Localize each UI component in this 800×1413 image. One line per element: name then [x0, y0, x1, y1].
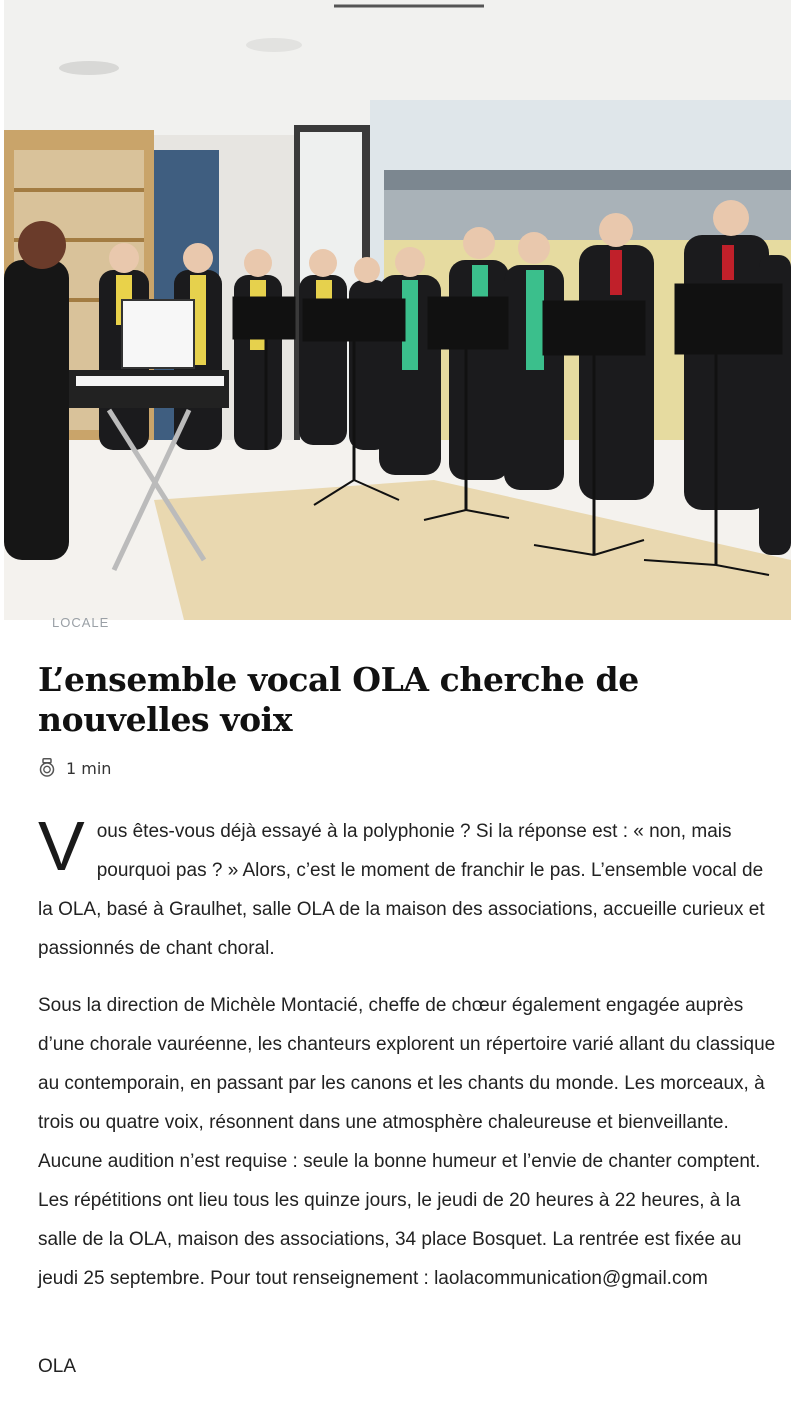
- paragraph-details: Sous la direction de Michèle Montacié, cheffe de chœur également engagée auprès d’une chorale vauréenne, les chanteurs explorent un répertoire varié allant du classique au contemporain, en passant par les canons et les chants du monde. Les morceaux, à trois ou quatre voix, résonnent dans une atmosphère chaleureuse et bienveillante. Aucune audition n’est requise : seule la bonne humeur et l’envie de chanter comptent. Les répétitions ont lieu tous les quinze jours, le jeudi de 20 heures à 22 heures, à la salle de la OLA, maison des associations, 34 place Bosquet. La rentrée est fixée au jeudi 25 septembre. Pour tout renseignement : laolacommunication@gmail.com: [38, 995, 776, 1289]
- article-title: L’ensemble vocal OLA cherche de nouvelles voix: [38, 660, 639, 739]
- read-time-label: 1 min: [66, 758, 112, 778]
- article-signature: OLA: [38, 1356, 77, 1377]
- choir-photo-illustration: [4, 0, 791, 620]
- article-body: [38, 807, 780, 1316]
- stopwatch-icon: [38, 758, 56, 778]
- paragraph-intro: [38, 807, 780, 968]
- article-photo: [4, 0, 791, 620]
- article-category[interactable]: LOCALE: [52, 615, 110, 630]
- paragraph-intro-text: ous êtes-vous déjà essayé à la polyphonie ? Si la réponse est : « non, mais pourquoi pas ? » Alors, c’est le moment de franchir le pas. L’ensemble vocal de la OLA, basé à Graulhet, salle OLA de la maison des associations, accueille curieux et passionnés de chant choral.: [38, 821, 765, 959]
- dropcap-letter: V: [38, 807, 85, 885]
- read-time: [38, 758, 111, 778]
